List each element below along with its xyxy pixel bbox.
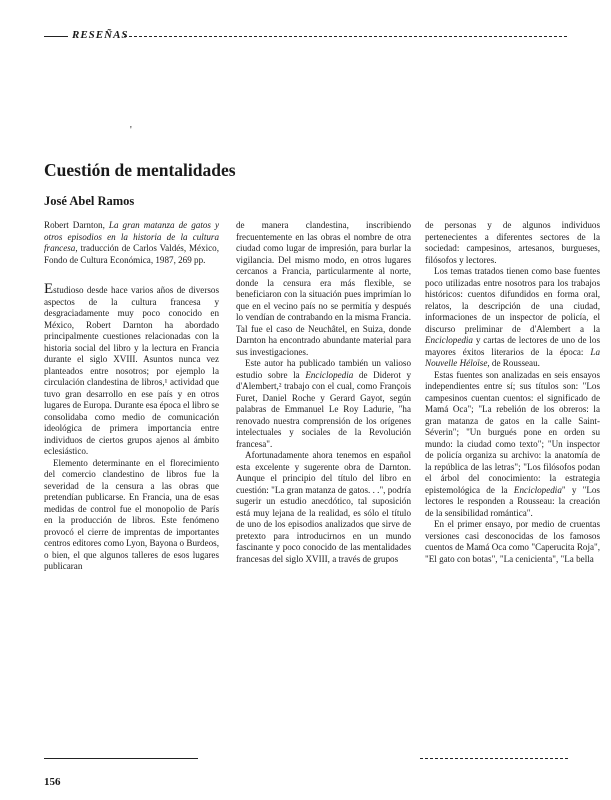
paragraph-9: En el primer ensayo, por medio de cruentas versiones casi desconocidas de los famosos cuentos de Mamá Oca como "Caperucita Roja", "El gato con botas", "La cenicienta", "La bella	[425, 519, 600, 564]
column-2	[236, 220, 411, 565]
citation-publication-text: , traducción de Carlos Valdés, México, Fondo de Cultura Económica, 1987, 269 pp.	[44, 243, 219, 265]
header-rule-right	[124, 36, 567, 37]
paragraph-4-text-a: Este autor ha publicado también un valioso estudio sobre la	[236, 358, 411, 380]
footer-rule-right	[420, 758, 568, 759]
footer-rule-left	[44, 758, 198, 759]
stray-mark: '	[130, 125, 132, 136]
paragraph-7-text-c: , de Rousseau.	[487, 358, 540, 368]
paragraph-7-italic-1: Enciclopedia	[425, 335, 473, 345]
paragraph-7	[425, 266, 600, 370]
citation-book-title: La gran matanza de gatos y otros episodios en la historia de la cultura francesa	[44, 220, 220, 253]
paragraph-4	[236, 358, 411, 450]
book-citation	[44, 220, 219, 266]
citation-author-text: Robert Darnton,	[44, 220, 109, 230]
article-title: Cuestión de mentalidades	[44, 160, 236, 180]
section-tag: RESEÑAS	[72, 29, 129, 41]
header-rule-left	[44, 36, 68, 37]
paragraph-7-italic-2: La Nouvelle Héloïse	[425, 346, 600, 368]
paragraph-4-text-b: de Diderot y d'Alembert,² trabajo con el cual, como François Furet, Daniel Roche y Gerard Gayot, según palabras de Emmanuel Le Roy Ladurie, "ha renovado nuestra comprensión de los orígenes intelectuales y sociales de la Revolución francesa".	[236, 369, 411, 449]
paragraph-8-text-b: " y "Los lectores le responden a Rousseau: la creación de la sensibilidad romántica".	[425, 484, 600, 518]
paragraph-8-italic: Enciclopedia	[513, 484, 562, 495]
paragraph-7-text-a: Los temas tratados tienen como base fuentes poco utilizadas entre nosotros para los trabajos históricos: cuentos difundidos en forma oral, relatos, la descripción de una ciudad, informaciones de un inspector de policía, el discurso preliminar de d'Alembert a la	[425, 266, 600, 334]
column-1	[44, 220, 219, 573]
paragraph-1-text: studioso desde hace varios años de diversos aspectos de la cultura francesa y desgraciadamente muy poco conocido en México, Robert Darnton ha abordado principalmente cuestiones relacionadas con la historia social del libro y la lectura en Francia durante el siglo XVIII. Asuntos nunca vez planteados entre nosotros; por ejemplo la circulación clandestina de libros,¹ actividad que tuvo gran desarrollo en ese país y en otros lugares de Europa. Durante esa época el libro se consolidaba como medio de comunicación ideológica de primera importancia entre individuos de ciertos grupos ajenos al ámbito eclesiástico.	[44, 285, 219, 456]
paragraph-2: Elemento determinante en el florecimiento del comercio clandestino de libros fue la severidad de la censura a las obras que pretendían publicarse. En Francia, una de esas medidas de control fue el monopolio de París en la producción de libros. Este fenómeno provocó el cierre de imprentas de importantes centros editores como Lyon, Bayona o Burdeos, o bien, el que algunos talleres de esos lugares publicaran	[44, 457, 219, 571]
column-3	[425, 220, 600, 565]
paragraph-3: de manera clandestina, inscribiendo frecuentemente en las obras el nombre de otra ciudad como lugar de impresión, para burlar la vigilancia. Del mismo modo, en otros lugares cercanos a Francia, particularmente al norte, donde la censura era más flexible, se beneficiaron con la situación pues imprimían lo que en el vecino país no se permitía y después lo vendían de contrabando en la misma Francia. Tal fue el caso de Neuchâtel, en Suiza, donde Darnton ha encontrado abundante material para sus investigaciones.	[236, 220, 411, 357]
paragraph-4-italic: Enciclopedia	[305, 369, 354, 380]
paragraph-8-text-a: Estas fuentes son analizadas en seis ensayos independientes entre sí; sus títulos son: "Los campesinos cuentan cuentos: el significado de Mamá Oca"; "La rebelión de los obreros: la gran matanza de gatos en la calle Saint-Séverin"; "Un burgués pone en orden su mundo: la ciudad como texto"; "Un inspector de policía organiza su archivo: la anatomía de la república de las letras"; "Los filósofos podan el árbol del conocimiento: la estrategia epistemológica de la	[425, 369, 600, 495]
article-author: José Abel Ramos	[44, 194, 135, 208]
paragraph-5: Afortunadamente ahora tenemos en español esta excelente y sugerente obra de Darnton. Aunque el principio del título del libro en cuestión: "La gran matanza de gatos. . .", podría sugerir un estudio anecdótico, tal suposición está muy lejana de la realidad, es sólo el título de uno de los episodios analizados que sirve de pretexto para introducirnos en un mundo fascinante y poco conocido de las mentalidades francesas del siglo XVIII, a través de grupos	[236, 450, 411, 564]
page-number: 156	[44, 776, 61, 788]
paragraph-7-text-b: y cartas de lectores de uno de los mayores éxitos literarios de la época:	[425, 335, 600, 357]
paragraph-1	[44, 281, 219, 458]
paragraph-8	[425, 370, 600, 520]
paragraph-6: de personas y de algunos individuos pertenecientes a diferentes sectores de la sociedad: campesinos, artesanos, burgueses, filósofos y lectores.	[425, 220, 600, 265]
drop-cap: E	[44, 281, 54, 297]
